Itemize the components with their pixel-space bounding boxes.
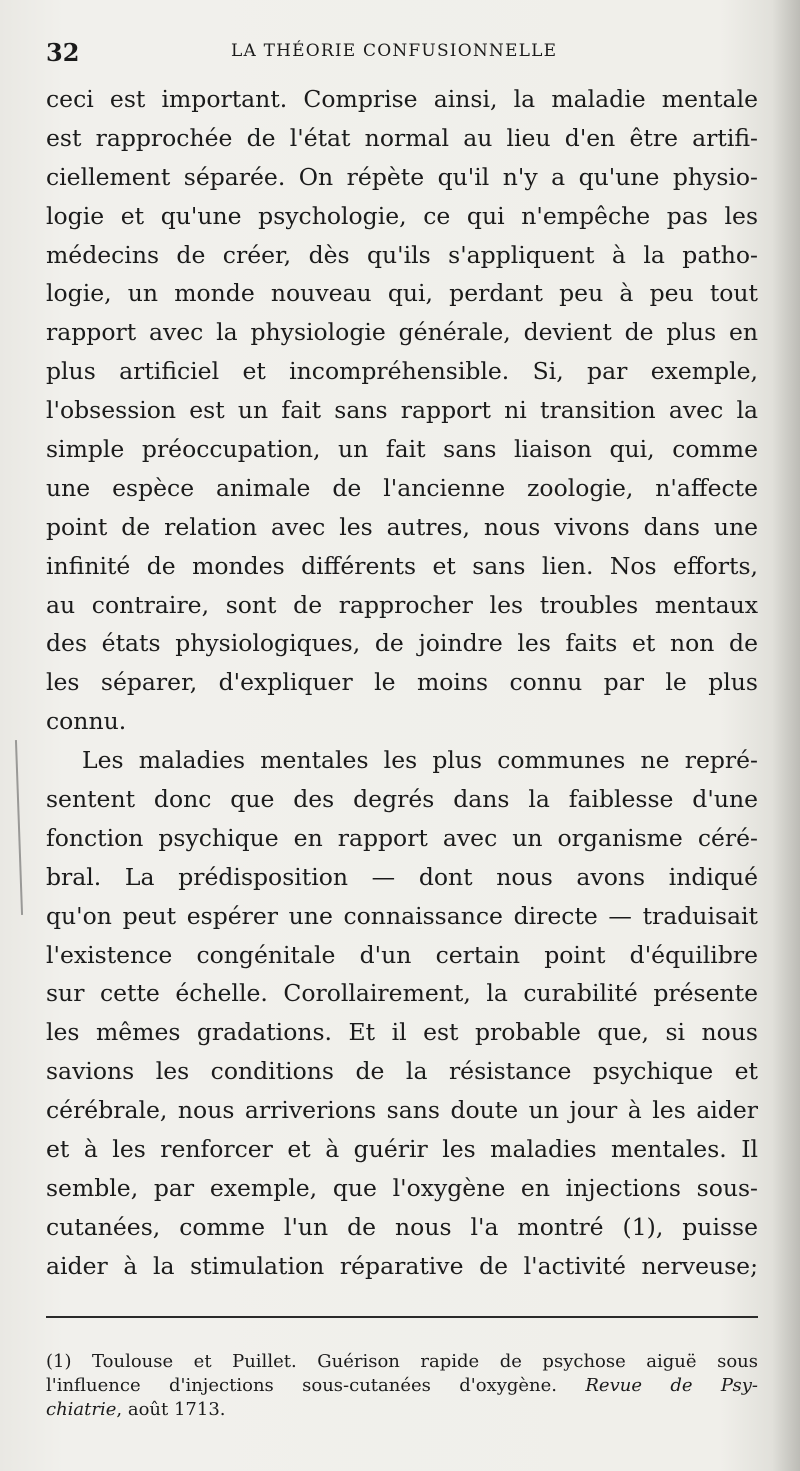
text-line: une espèce animale de l'ancienne zoologie, n'affecte (46, 473, 758, 502)
text-line: les mêmes gradations. Et il est probable que, si nous (46, 1018, 758, 1047)
page-number: 32 (46, 38, 80, 67)
paragraph-1 (46, 80, 758, 741)
footnote-text: l'influence d'injections sous-cutanées d'oxygène. (46, 1375, 586, 1396)
text-line: cutanées, comme l'un de nous l'a montré (1), puisse (46, 1212, 758, 1241)
text-line: logie, un monde nouveau qui, perdant peu à peu tout (46, 279, 758, 308)
text-line: sur cette échelle. Corollairement, la curabilité présente (46, 979, 758, 1008)
text-line: connu. (46, 707, 127, 736)
text-line: sentent donc que des degrés dans la faiblesse d'une (46, 785, 758, 814)
text-line: médecins de créer, dès qu'ils s'appliquent à la patho- (46, 240, 758, 269)
text-line: plus artificiel et incompréhensible. Si, par exemple, (46, 357, 758, 386)
text-line: les séparer, d'expliquer le moins connu par le plus (46, 668, 758, 697)
footnote-rule (46, 1316, 758, 1318)
journal-title: chiatrie (46, 1399, 117, 1420)
running-title: LA THÉORIE CONFUSIONNELLE (231, 41, 558, 61)
text-line: et à les renforcer et à guérir les maladies mentales. Il (46, 1135, 758, 1164)
text-line: bral. La prédisposition — dont nous avons indiqué (46, 862, 758, 891)
text-line: l'existence congénitale d'un certain point d'équilibre (46, 940, 758, 969)
text-line: rapport avec la physiologie générale, devient de plus en (46, 318, 758, 347)
text-line: des états physiologiques, de joindre les faits et non de (46, 629, 758, 658)
text-line: l'obsession est un fait sans rapport ni transition avec la (46, 396, 758, 425)
text-line: qu'on peut espérer une connaissance directe — traduisait (46, 901, 758, 930)
paragraph-2 (46, 741, 758, 1285)
page-edge-shadow (772, 0, 800, 1471)
footnote-date: , août 1713. (116, 1399, 226, 1420)
footnote-line (46, 1374, 758, 1398)
text-line: Les maladies mentales les plus communes ne repré- (82, 746, 758, 775)
footnote-line (46, 1398, 758, 1422)
text-line: cérébrale, nous arriverions sans doute un jour à les aider (46, 1096, 758, 1125)
text-line: au contraire, sont de rapprocher les troubles mentaux (46, 590, 758, 619)
text-line: savions les conditions de la résistance psychique et (46, 1057, 758, 1086)
text-line: ceci est important. Comprise ainsi, la maladie mentale (46, 85, 758, 113)
footnote-line: (1) Toulouse et Puillet. Guérison rapide de psychose aiguë sous (46, 1351, 758, 1372)
text-line: fonction psychique en rapport avec un organisme céré- (46, 823, 758, 852)
text-line: infinité de mondes différents et sans lien. Nos efforts, (46, 551, 758, 580)
text-line: semble, par exemple, que l'oxygène en injections sous- (46, 1173, 758, 1202)
text-line: logie et qu'une psychologie, ce qui n'empêche pas les (46, 201, 758, 230)
body-text (46, 80, 758, 1286)
text-line: simple préoccupation, un fait sans liaison qui, comme (46, 435, 758, 464)
text-line: ciellement séparée. On répète qu'il n'y a qu'une physio- (46, 162, 758, 191)
page-header (46, 38, 756, 68)
text-line: aider à la stimulation réparative de l'activité nerveuse; (46, 1251, 758, 1280)
text-line: point de relation avec les autres, nous vivons dans une (46, 512, 758, 541)
footnotes (46, 1350, 758, 1422)
text-line: est rapprochée de l'état normal au lieu d'en être artifi- (46, 123, 758, 152)
journal-title: Revue de Psy- (585, 1375, 758, 1396)
margin-pencil-mark (15, 740, 23, 915)
